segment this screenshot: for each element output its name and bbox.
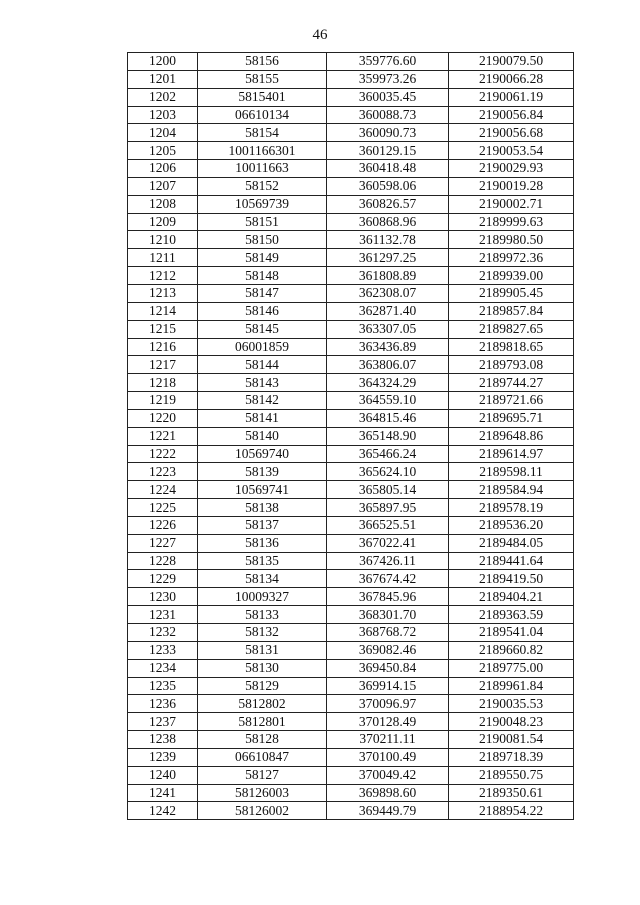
point-number-cell: 1214 <box>128 302 198 320</box>
point-id-cell: 58126002 <box>198 802 327 820</box>
point-number-cell: 1224 <box>128 481 198 499</box>
point-number-cell: 1215 <box>128 320 198 338</box>
table-row <box>128 748 574 766</box>
y-coordinate-cell: 2189363.59 <box>449 606 574 624</box>
point-number-cell: 1228 <box>128 552 198 570</box>
coordinates-table <box>127 52 574 820</box>
point-number-cell: 1206 <box>128 160 198 178</box>
table-row <box>128 570 574 588</box>
y-coordinate-cell: 2189775.00 <box>449 659 574 677</box>
point-id-cell: 58138 <box>198 499 327 517</box>
table-row <box>128 588 574 606</box>
point-id-cell: 58151 <box>198 213 327 231</box>
table-row <box>128 356 574 374</box>
table-row <box>128 606 574 624</box>
point-id-cell: 1001166301 <box>198 142 327 160</box>
point-id-cell: 10011663 <box>198 160 327 178</box>
x-coordinate-cell: 367674.42 <box>327 570 449 588</box>
point-id-cell: 06001859 <box>198 338 327 356</box>
y-coordinate-cell: 2189584.94 <box>449 481 574 499</box>
point-number-cell: 1226 <box>128 516 198 534</box>
point-id-cell: 58141 <box>198 409 327 427</box>
table-row <box>128 552 574 570</box>
point-id-cell: 58135 <box>198 552 327 570</box>
x-coordinate-cell: 364559.10 <box>327 392 449 410</box>
table-row <box>128 213 574 231</box>
x-coordinate-cell: 363307.05 <box>327 320 449 338</box>
y-coordinate-cell: 2189614.97 <box>449 445 574 463</box>
y-coordinate-cell: 2190066.28 <box>449 70 574 88</box>
point-id-cell: 06610847 <box>198 748 327 766</box>
x-coordinate-cell: 362871.40 <box>327 302 449 320</box>
y-coordinate-cell: 2189905.45 <box>449 284 574 302</box>
y-coordinate-cell: 2189818.65 <box>449 338 574 356</box>
point-number-cell: 1208 <box>128 195 198 213</box>
point-id-cell: 10569740 <box>198 445 327 463</box>
point-number-cell: 1237 <box>128 713 198 731</box>
x-coordinate-cell: 370049.42 <box>327 766 449 784</box>
point-number-cell: 1201 <box>128 70 198 88</box>
y-coordinate-cell: 2189404.21 <box>449 588 574 606</box>
y-coordinate-cell: 2189536.20 <box>449 516 574 534</box>
x-coordinate-cell: 362308.07 <box>327 284 449 302</box>
y-coordinate-cell: 2190002.71 <box>449 195 574 213</box>
y-coordinate-cell: 2189484.05 <box>449 534 574 552</box>
table-row <box>128 231 574 249</box>
table-row <box>128 88 574 106</box>
table-row <box>128 374 574 392</box>
point-id-cell: 58129 <box>198 677 327 695</box>
x-coordinate-cell: 361808.89 <box>327 267 449 285</box>
table-row <box>128 534 574 552</box>
x-coordinate-cell: 370128.49 <box>327 713 449 731</box>
x-coordinate-cell: 370211.11 <box>327 731 449 749</box>
table-row <box>128 320 574 338</box>
y-coordinate-cell: 2189721.66 <box>449 392 574 410</box>
table-row <box>128 659 574 677</box>
point-id-cell: 10569741 <box>198 481 327 499</box>
x-coordinate-cell: 365897.95 <box>327 499 449 517</box>
point-number-cell: 1207 <box>128 177 198 195</box>
point-number-cell: 1233 <box>128 641 198 659</box>
point-number-cell: 1216 <box>128 338 198 356</box>
point-id-cell: 06610134 <box>198 106 327 124</box>
y-coordinate-cell: 2190053.54 <box>449 142 574 160</box>
table-row <box>128 249 574 267</box>
x-coordinate-cell: 364815.46 <box>327 409 449 427</box>
y-coordinate-cell: 2189350.61 <box>449 784 574 802</box>
table-row <box>128 802 574 820</box>
x-coordinate-cell: 369450.84 <box>327 659 449 677</box>
table-row <box>128 713 574 731</box>
x-coordinate-cell: 365624.10 <box>327 463 449 481</box>
x-coordinate-cell: 360418.48 <box>327 160 449 178</box>
table-row <box>128 695 574 713</box>
x-coordinate-cell: 369898.60 <box>327 784 449 802</box>
x-coordinate-cell: 360598.06 <box>327 177 449 195</box>
y-coordinate-cell: 2189939.00 <box>449 267 574 285</box>
table-row <box>128 427 574 445</box>
point-id-cell: 58130 <box>198 659 327 677</box>
y-coordinate-cell: 2189695.71 <box>449 409 574 427</box>
page-number: 46 <box>312 27 328 43</box>
table-row <box>128 338 574 356</box>
point-number-cell: 1219 <box>128 392 198 410</box>
table-row <box>128 766 574 784</box>
y-coordinate-cell: 2189827.65 <box>449 320 574 338</box>
point-id-cell: 10009327 <box>198 588 327 606</box>
point-number-cell: 1212 <box>128 267 198 285</box>
point-number-cell: 1239 <box>128 748 198 766</box>
point-id-cell: 58140 <box>198 427 327 445</box>
point-number-cell: 1229 <box>128 570 198 588</box>
point-id-cell: 58150 <box>198 231 327 249</box>
point-number-cell: 1205 <box>128 142 198 160</box>
table-row <box>128 53 574 71</box>
point-id-cell: 58145 <box>198 320 327 338</box>
y-coordinate-cell: 2190056.68 <box>449 124 574 142</box>
table-row <box>128 267 574 285</box>
x-coordinate-cell: 360826.57 <box>327 195 449 213</box>
point-number-cell: 1202 <box>128 88 198 106</box>
point-number-cell: 1204 <box>128 124 198 142</box>
point-number-cell: 1218 <box>128 374 198 392</box>
y-coordinate-cell: 2189793.08 <box>449 356 574 374</box>
point-id-cell: 58154 <box>198 124 327 142</box>
x-coordinate-cell: 369449.79 <box>327 802 449 820</box>
table-row <box>128 106 574 124</box>
point-number-cell: 1240 <box>128 766 198 784</box>
x-coordinate-cell: 360090.73 <box>327 124 449 142</box>
y-coordinate-cell: 2189419.50 <box>449 570 574 588</box>
point-id-cell: 58127 <box>198 766 327 784</box>
y-coordinate-cell: 2188954.22 <box>449 802 574 820</box>
y-coordinate-cell: 2189598.11 <box>449 463 574 481</box>
point-id-cell: 58148 <box>198 267 327 285</box>
x-coordinate-cell: 363436.89 <box>327 338 449 356</box>
point-number-cell: 1221 <box>128 427 198 445</box>
point-id-cell: 58126003 <box>198 784 327 802</box>
x-coordinate-cell: 361297.25 <box>327 249 449 267</box>
table-row <box>128 177 574 195</box>
table-row <box>128 677 574 695</box>
point-number-cell: 1211 <box>128 249 198 267</box>
point-id-cell: 58133 <box>198 606 327 624</box>
table-row <box>128 284 574 302</box>
table-row <box>128 409 574 427</box>
point-id-cell: 5812801 <box>198 713 327 731</box>
x-coordinate-cell: 360868.96 <box>327 213 449 231</box>
y-coordinate-cell: 2189857.84 <box>449 302 574 320</box>
x-coordinate-cell: 365466.24 <box>327 445 449 463</box>
point-number-cell: 1234 <box>128 659 198 677</box>
table-row <box>128 70 574 88</box>
point-id-cell: 58152 <box>198 177 327 195</box>
y-coordinate-cell: 2189578.19 <box>449 499 574 517</box>
table-row <box>128 445 574 463</box>
y-coordinate-cell: 2190061.19 <box>449 88 574 106</box>
x-coordinate-cell: 368768.72 <box>327 624 449 642</box>
y-coordinate-cell: 2189718.39 <box>449 748 574 766</box>
point-id-cell: 58149 <box>198 249 327 267</box>
point-id-cell: 58128 <box>198 731 327 749</box>
point-number-cell: 1210 <box>128 231 198 249</box>
point-number-cell: 1213 <box>128 284 198 302</box>
table-row <box>128 624 574 642</box>
point-number-cell: 1241 <box>128 784 198 802</box>
table-body <box>128 53 574 820</box>
y-coordinate-cell: 2190035.53 <box>449 695 574 713</box>
point-id-cell: 58143 <box>198 374 327 392</box>
x-coordinate-cell: 367022.41 <box>327 534 449 552</box>
y-coordinate-cell: 2190048.23 <box>449 713 574 731</box>
x-coordinate-cell: 365148.90 <box>327 427 449 445</box>
y-coordinate-cell: 2189999.63 <box>449 213 574 231</box>
y-coordinate-cell: 2190019.28 <box>449 177 574 195</box>
point-id-cell: 58142 <box>198 392 327 410</box>
x-coordinate-cell: 361132.78 <box>327 231 449 249</box>
x-coordinate-cell: 359776.60 <box>327 53 449 71</box>
point-number-cell: 1235 <box>128 677 198 695</box>
point-id-cell: 58134 <box>198 570 327 588</box>
point-id-cell: 58136 <box>198 534 327 552</box>
x-coordinate-cell: 367845.96 <box>327 588 449 606</box>
table-row <box>128 160 574 178</box>
table-row <box>128 142 574 160</box>
x-coordinate-cell: 370100.49 <box>327 748 449 766</box>
point-number-cell: 1227 <box>128 534 198 552</box>
y-coordinate-cell: 2189961.84 <box>449 677 574 695</box>
x-coordinate-cell: 360035.45 <box>327 88 449 106</box>
y-coordinate-cell: 2189980.50 <box>449 231 574 249</box>
table-row <box>128 481 574 499</box>
point-number-cell: 1242 <box>128 802 198 820</box>
point-id-cell: 58147 <box>198 284 327 302</box>
y-coordinate-cell: 2189550.75 <box>449 766 574 784</box>
table-row <box>128 463 574 481</box>
x-coordinate-cell: 359973.26 <box>327 70 449 88</box>
x-coordinate-cell: 368301.70 <box>327 606 449 624</box>
table-row <box>128 124 574 142</box>
point-id-cell: 10569739 <box>198 195 327 213</box>
y-coordinate-cell: 2189744.27 <box>449 374 574 392</box>
point-id-cell: 58137 <box>198 516 327 534</box>
y-coordinate-cell: 2189441.64 <box>449 552 574 570</box>
y-coordinate-cell: 2189972.36 <box>449 249 574 267</box>
y-coordinate-cell: 2190029.93 <box>449 160 574 178</box>
point-id-cell: 58132 <box>198 624 327 642</box>
x-coordinate-cell: 364324.29 <box>327 374 449 392</box>
point-number-cell: 1217 <box>128 356 198 374</box>
x-coordinate-cell: 360129.15 <box>327 142 449 160</box>
y-coordinate-cell: 2189660.82 <box>449 641 574 659</box>
x-coordinate-cell: 365805.14 <box>327 481 449 499</box>
table-row <box>128 731 574 749</box>
point-number-cell: 1222 <box>128 445 198 463</box>
point-id-cell: 5815401 <box>198 88 327 106</box>
point-number-cell: 1231 <box>128 606 198 624</box>
x-coordinate-cell: 369082.46 <box>327 641 449 659</box>
point-number-cell: 1225 <box>128 499 198 517</box>
point-number-cell: 1200 <box>128 53 198 71</box>
y-coordinate-cell: 2189541.04 <box>449 624 574 642</box>
x-coordinate-cell: 370096.97 <box>327 695 449 713</box>
x-coordinate-cell: 360088.73 <box>327 106 449 124</box>
table-row <box>128 784 574 802</box>
point-number-cell: 1230 <box>128 588 198 606</box>
x-coordinate-cell: 369914.15 <box>327 677 449 695</box>
point-number-cell: 1232 <box>128 624 198 642</box>
point-id-cell: 58139 <box>198 463 327 481</box>
point-id-cell: 58131 <box>198 641 327 659</box>
y-coordinate-cell: 2190081.54 <box>449 731 574 749</box>
point-id-cell: 58146 <box>198 302 327 320</box>
y-coordinate-cell: 2190079.50 <box>449 53 574 71</box>
point-number-cell: 1203 <box>128 106 198 124</box>
table-row <box>128 499 574 517</box>
point-id-cell: 5812802 <box>198 695 327 713</box>
table-row <box>128 641 574 659</box>
x-coordinate-cell: 366525.51 <box>327 516 449 534</box>
point-id-cell: 58155 <box>198 70 327 88</box>
table-row <box>128 516 574 534</box>
table-row <box>128 195 574 213</box>
y-coordinate-cell: 2190056.84 <box>449 106 574 124</box>
x-coordinate-cell: 363806.07 <box>327 356 449 374</box>
table-row <box>128 392 574 410</box>
point-id-cell: 58144 <box>198 356 327 374</box>
point-number-cell: 1209 <box>128 213 198 231</box>
y-coordinate-cell: 2189648.86 <box>449 427 574 445</box>
point-number-cell: 1238 <box>128 731 198 749</box>
point-number-cell: 1223 <box>128 463 198 481</box>
x-coordinate-cell: 367426.11 <box>327 552 449 570</box>
point-id-cell: 58156 <box>198 53 327 71</box>
point-number-cell: 1220 <box>128 409 198 427</box>
point-number-cell: 1236 <box>128 695 198 713</box>
table-row <box>128 302 574 320</box>
